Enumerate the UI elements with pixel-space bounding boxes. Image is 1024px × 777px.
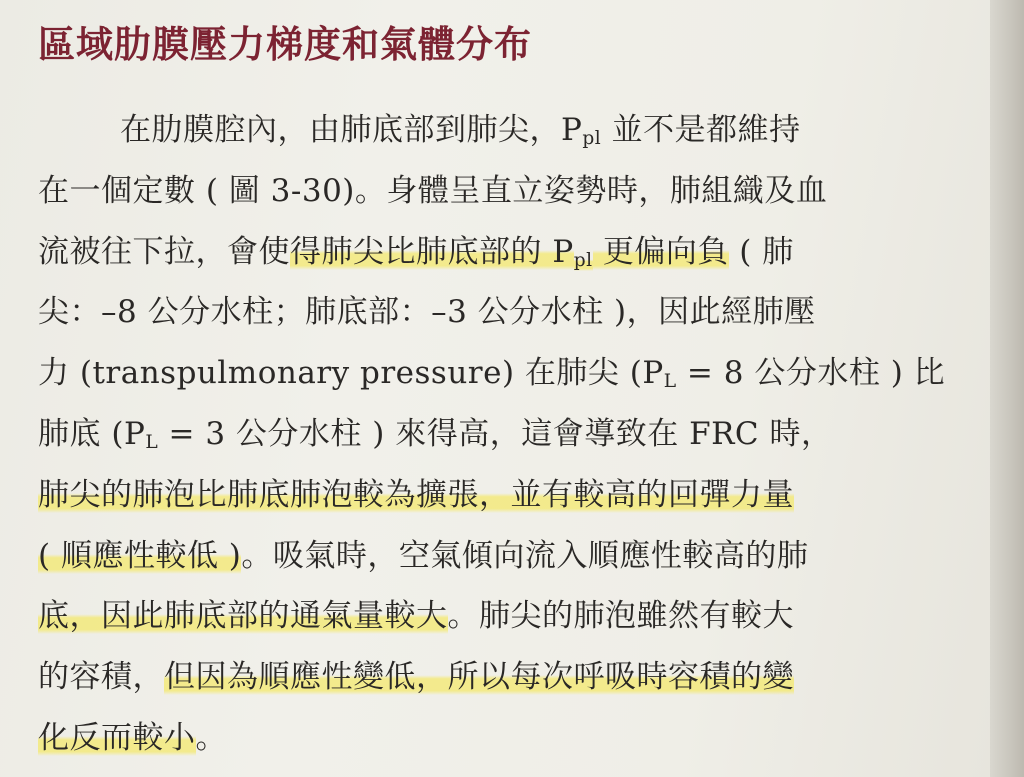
- body-paragraph: [38, 100, 998, 769]
- text-line: [38, 526, 998, 587]
- subscript: pl: [573, 249, 593, 271]
- text-line: [38, 708, 998, 769]
- highlighted-text: 肺尖的肺泡比肺底肺泡較為擴張，並有較高的回彈力量: [38, 476, 794, 513]
- highlighted-text: 得肺尖比肺底部的 P: [290, 233, 574, 270]
- subscript: L: [663, 371, 677, 393]
- text-segment: 在一個定數 ( 圖 3-30)。身體呈直立姿勢時，肺組織及血: [38, 172, 828, 209]
- text-line: [38, 404, 998, 465]
- section-heading: 區域肋膜壓力梯度和氣體分布: [38, 23, 532, 66]
- text-segment: 。吸氣時，空氣傾向流入順應性較高的肺: [241, 537, 809, 574]
- highlighted-text: 化反而較小: [38, 719, 196, 756]
- highlighted-text: 但因為順應性變低，所以每次呼吸時容積的變: [164, 659, 794, 696]
- text-line: [38, 647, 998, 708]
- text-segment: 的容積，: [38, 659, 164, 696]
- highlighted-text: ( 順應性較低 ): [38, 537, 242, 574]
- text-segment: 。肺尖的肺泡雖然有較大: [447, 598, 794, 635]
- text-line: [38, 282, 998, 343]
- subscript: pl: [582, 128, 602, 149]
- text-segment: 流被往下拉，會使: [38, 233, 290, 270]
- text-segment: 。: [195, 719, 227, 756]
- text-segment: 肺底 (P: [38, 415, 146, 452]
- text-line: [38, 465, 998, 526]
- text-line: [38, 343, 998, 404]
- text-line: [38, 222, 998, 283]
- text-segment: 並不是都維持: [601, 112, 801, 148]
- text-segment: = 8 公分水柱 ) 比: [676, 355, 946, 392]
- highlighted-text: 更偏向負: [592, 233, 729, 270]
- text-line: [38, 100, 998, 161]
- text-line: [38, 586, 998, 647]
- highlighted-text: 底，因此肺底部的通氣量較大: [38, 598, 448, 635]
- text-segment: = 3 公分水柱 ) 來得高，這會導致在 FRC 時，: [158, 415, 833, 452]
- text-segment: ( 肺: [728, 233, 794, 270]
- subscript: L: [145, 431, 159, 453]
- text-segment: 在肋膜腔內，由肺底部到肺尖，P: [120, 112, 583, 148]
- text-segment: 力 (transpulmonary pressure) 在肺尖 (P: [38, 355, 664, 392]
- text-segment: 尖：–8 公分水柱；肺底部：–3 公分水柱 )，因此經肺壓: [38, 294, 816, 331]
- text-line: [38, 161, 998, 222]
